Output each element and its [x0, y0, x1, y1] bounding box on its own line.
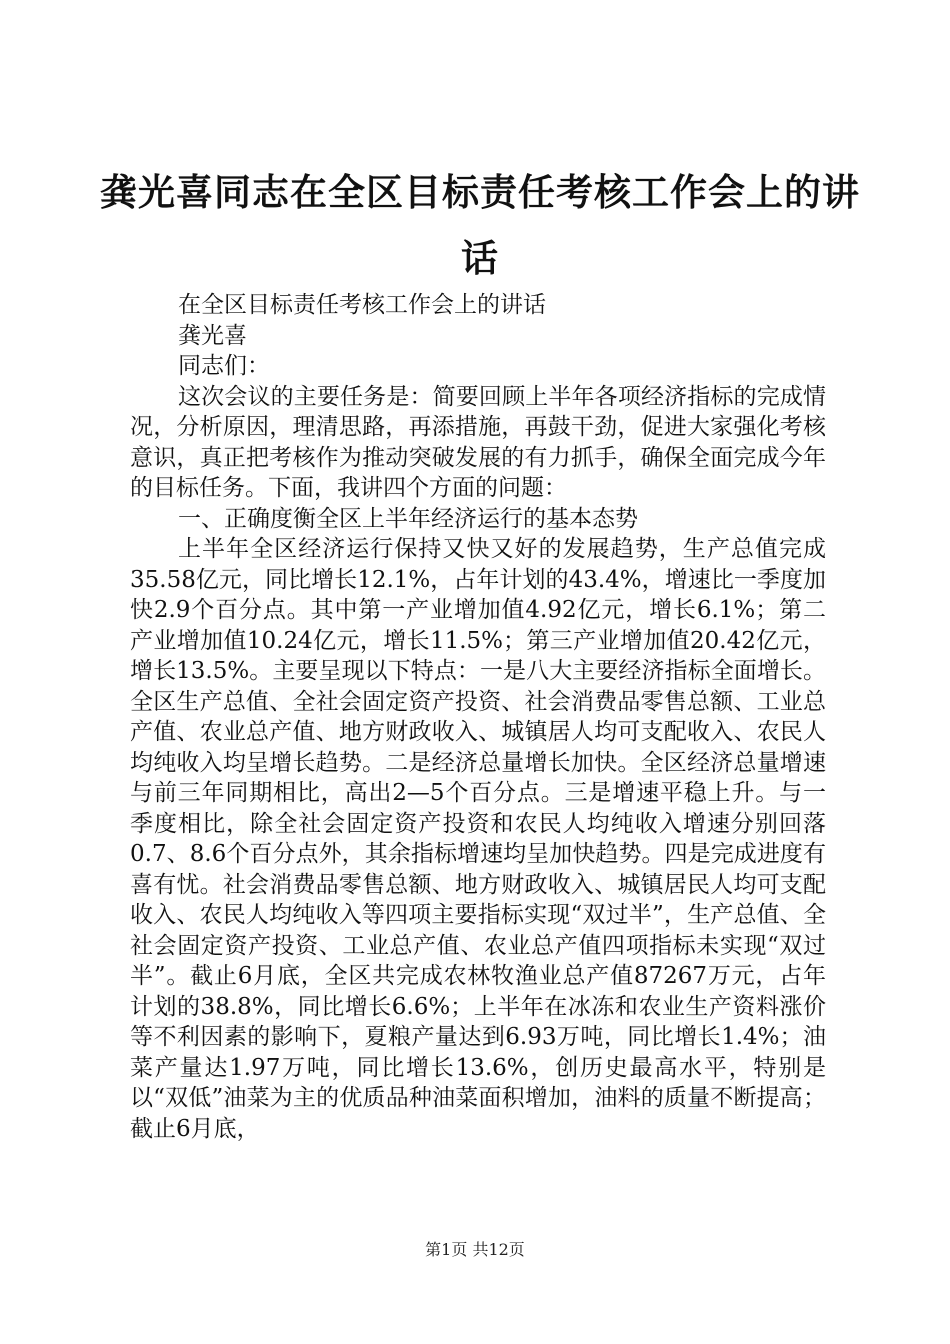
- salutation: 同志们：: [178, 353, 270, 379]
- document-title: 龚光喜同志在全区目标责任考核工作会上的讲话: [100, 171, 860, 280]
- document-body: [130, 290, 826, 1144]
- section-heading: 一、正确度衡全区上半年经济运行的基本态势: [178, 505, 638, 532]
- speaker-name: 龚光喜: [178, 322, 247, 349]
- document-subtitle: 在全区目标责任考核工作会上的讲话: [178, 292, 546, 318]
- paragraph-economy: 上半年全区经济运行保持又快又好的发展趋势，生产总值完成35.58亿元，同比增长12.1%，占年计划的43.4%，增速比一季度加快2.9个百分点。其中第一产业增加值4.92亿元，增长6.1%；第二产业增加值10.24亿元，增长11.5%；第三产业增加值20.42亿元，增长13.5%。主要呈现以下特点：一是八大主要经济指标全面增长。全区生产总值、全社会固定资产投资、社会消费品零售总额、工业总产值、农业总产值、地方财政收入、城镇居人均可支配收入、农民人均纯收入均呈增长趋势。二是经济总量增长加快。全区经济总量增速与前三年同期相比，高出2—5个百分点。三是增速平稳上升。与一季度相比，除全社会固定资产投资和农民人均纯收入增速分别回落0.7、8.6个百分点外，其余指标增速均呈加快趋势。四是完成进度有喜有忧。社会消费品零售总额、地方财政收入、城镇居民人均可支配收入、农民人均纯收入等四项主要指标实现“双过半”，生产总值、全社会固定资产投资、工业总产值、农业总产值四项指标未实现“双过半”。截止6月底，全区共完成农林牧渔业总产值87267万元，占年计划的38.8%，同比增长6.6%；上半年在冰冻和农业生产资料涨价等不利因素的影响下，夏粮产量达到6.93万吨，同比增长1.4%；油菜产量达1.97万吨，同比增长13.6%，创历史最高水平，特别是以“双低”油菜为主的优质品种油菜面积增加，油料的质量不断提高；截止6月底，: [130, 536, 826, 1142]
- page-footer: 第1页 共12页: [425, 1240, 525, 1259]
- paragraph-intro: 这次会议的主要任务是：简要回顾上半年各项经济指标的完成情况，分析原因，理清思路，再添措施，再鼓干劲，促进大家强化考核意识，真正把考核作为推动突破发展的有力抓手，确保全面完成今年的目标任务。下面，我讲四个方面的问题：: [130, 383, 826, 501]
